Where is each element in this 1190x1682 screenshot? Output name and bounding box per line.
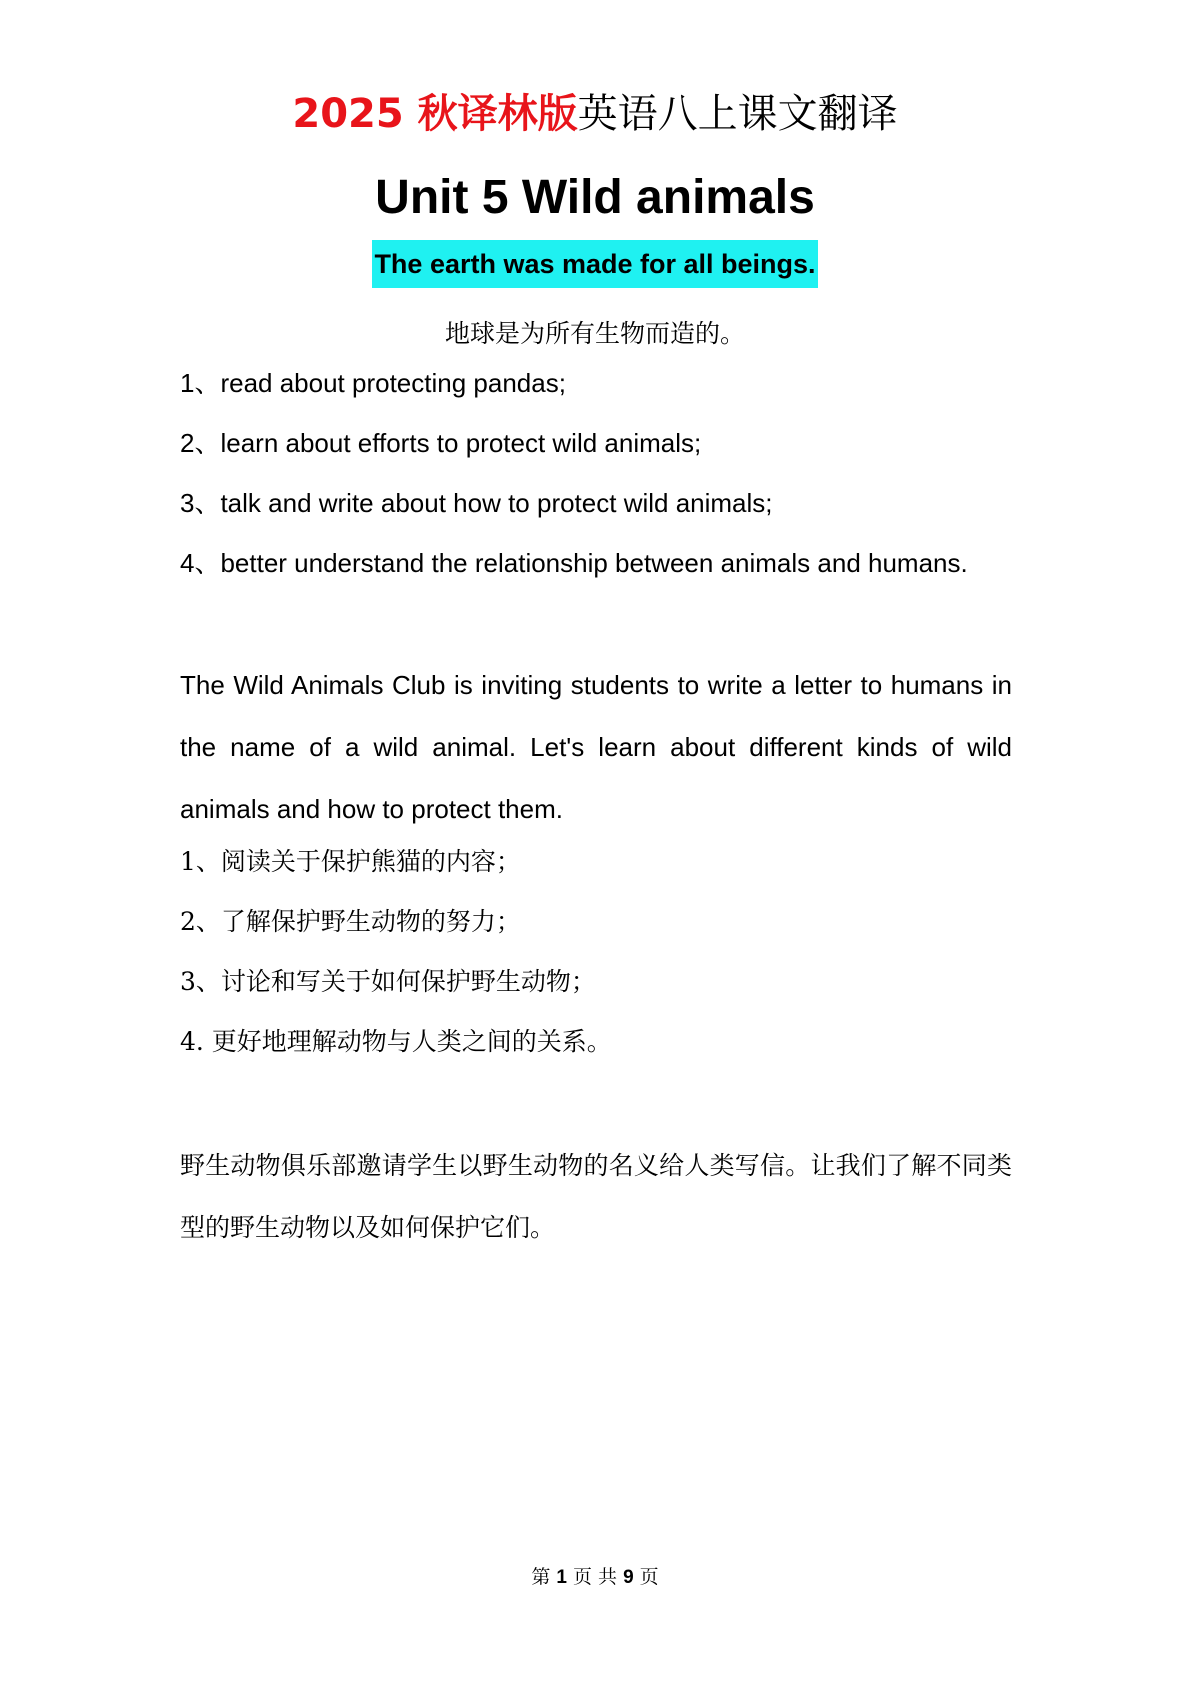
page-footer [0, 1562, 1190, 1593]
objective-en-3: 3、talk and write about how to protect wild animals; [180, 488, 773, 518]
page-title [0, 86, 1190, 142]
unit-title: Unit 5 Wild animals [375, 171, 815, 224]
title-red-part: 2025 秋译林版 [292, 91, 578, 137]
objective-cn-1: 1、阅读关于保护熊猫的内容； [180, 847, 521, 876]
objective-en-2: 2、learn about efforts to protect wild animals; [180, 428, 702, 458]
objective-en-1: 1、read about protecting pandas; [180, 368, 566, 398]
footer-prefix: 第 [531, 1566, 557, 1588]
footer-page-number: 1 [556, 1567, 567, 1588]
title-black-part: 英语八上课文翻译 [577, 91, 898, 137]
objective-cn-2: 2、了解保护野生动物的努力； [180, 907, 521, 936]
objective-cn-4: 4. 更好地理解动物与人类之间的关系。 [180, 1027, 612, 1056]
objective-en-4: 4、better understand the relationship between animals and humans. [180, 548, 968, 578]
motto-english-highlighted: The earth was made for all beings. [372, 240, 817, 288]
intro-paragraph-english: The Wild Animals Club is inviting students to write a letter to humans in the name of a wild animal. Let's learn about different kinds of wild animals and how to protect them. [180, 670, 1012, 824]
footer-total-pages: 9 [623, 1567, 634, 1588]
motto-chinese: 地球是为所有生物而造的。 [444, 319, 745, 348]
objective-cn-3: 3、讨论和写关于如何保护野生动物； [180, 967, 596, 996]
intro-paragraph-chinese: 野生动物俱乐部邀请学生以野生动物的名义给人类写信。让我们了解不同类型的野生动物以及如何保护它们。 [180, 1151, 1012, 1242]
footer-middle: 页 共 [566, 1566, 624, 1588]
footer-suffix: 页 [633, 1566, 659, 1588]
motto-container [0, 240, 1190, 288]
